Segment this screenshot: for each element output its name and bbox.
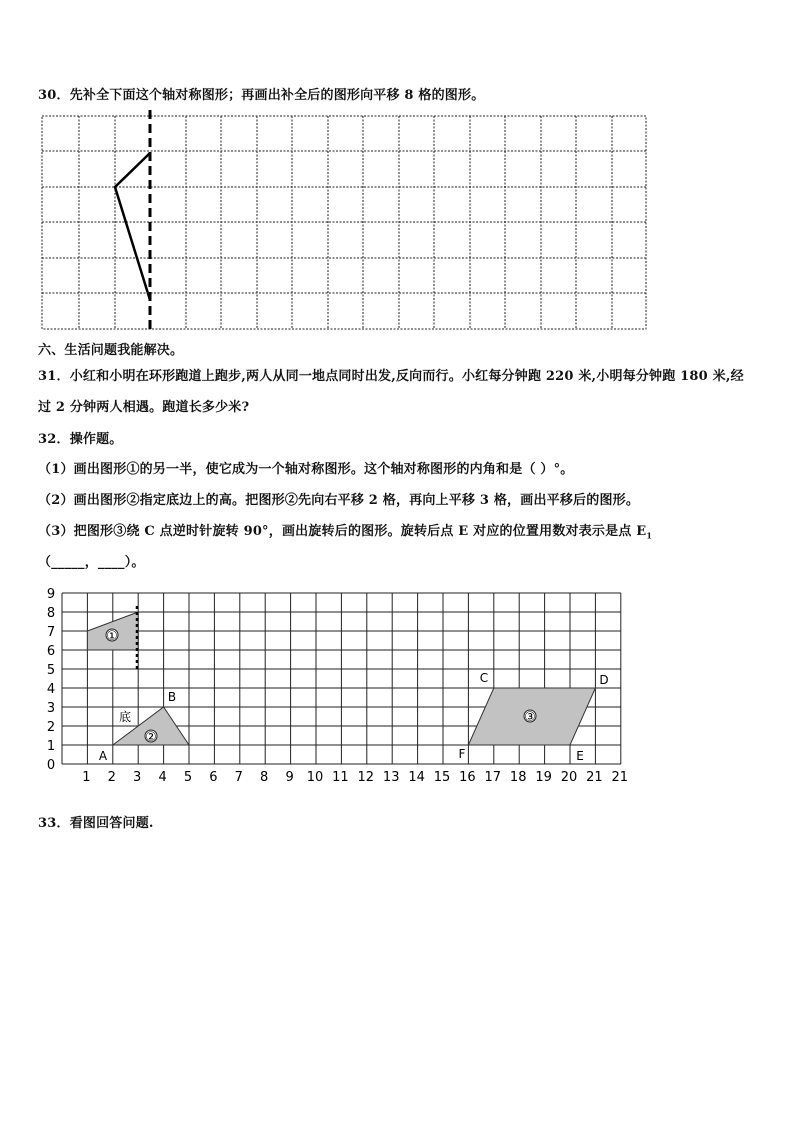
x-tick-label: 16	[459, 770, 476, 785]
shape2-label: ②	[145, 730, 157, 745]
base-label: 底	[118, 710, 132, 724]
y-tick-label: 0	[46, 758, 56, 773]
q32-coordinate-grid	[0, 580, 794, 790]
x-tick-label: 11	[332, 770, 349, 785]
y-tick-label: 6	[46, 644, 56, 659]
q32-p3-sub: 1	[646, 530, 653, 541]
q31-line1: 31．小红和小明在环形跑道上跑步,两人从同一地点同时出发,反向而行。小红每分钟跑 220 米,小明每分钟跑 180 米,经	[38, 369, 744, 384]
x-tick-label: 19	[535, 770, 552, 785]
x-tick-label: 20	[560, 770, 578, 785]
q32-p1: （1）画出图形①的另一半，使它成为一个轴对称图形。这个轴对称图形的内角和是（ ）°。	[38, 462, 574, 477]
x-tick-label: 1	[82, 770, 91, 785]
y-tick-label: 5	[46, 663, 56, 678]
y-tick-label: 7	[46, 625, 56, 640]
point-B: B	[167, 690, 177, 704]
section6-title: 六、生活问题我能解决。	[38, 343, 184, 358]
y-tick-label: 1	[46, 739, 56, 754]
point-C: C	[479, 671, 489, 685]
y-tick-label: 9	[46, 587, 56, 602]
q32-p2: （2）画出图形②指定底边上的高。把图形②先向右平移 2 格，再向上平移 3 格，画出平移后的图形。	[38, 493, 640, 508]
point-A: A	[98, 749, 108, 763]
q32-p3	[38, 520, 652, 541]
q31-line2: 过 2 分钟两人相遇。跑道长多少米?	[38, 400, 250, 415]
x-tick-label: 12	[357, 770, 375, 785]
q30-text: 30．先补全下面这个轴对称图形；再画出补全后的图形向平移 8 格的图形。	[38, 88, 485, 103]
x-tick-label: 7	[234, 770, 243, 785]
x-tick-label: 6	[209, 770, 218, 785]
q32-p3-main: （3）把图形③绕 C 点逆时针旋转 90°，画出旋转后的图形。旋转后点 E 对应的位置用数对表示是点 E	[38, 524, 647, 539]
x-tick-label: 8	[260, 770, 269, 785]
x-tick-label: 21	[586, 770, 603, 785]
x-tick-label: 4	[158, 770, 167, 785]
x-tick-label: 18	[509, 770, 527, 785]
q33-text: 33．看图回答问题.	[38, 816, 154, 831]
point-F: F	[458, 747, 466, 761]
y-axis-labels	[47, 587, 55, 773]
x-tick-label: 21	[611, 770, 629, 785]
x-tick-label: 2	[107, 770, 116, 785]
half-figure	[115, 153, 150, 300]
q30-grid	[42, 116, 646, 329]
x-axis-labels	[82, 770, 628, 785]
x-tick-label: 3	[133, 770, 142, 785]
y-tick-label: 2	[46, 720, 56, 735]
x-tick-label: 10	[306, 770, 324, 785]
x-tick-label: 13	[382, 770, 400, 785]
point-D: D	[599, 673, 609, 687]
x-tick-label: 17	[484, 770, 502, 785]
q32-title: 32．操作题。	[38, 432, 123, 447]
y-tick-label: 4	[46, 682, 56, 697]
x-tick-label: 14	[408, 770, 425, 785]
y-tick-label: 8	[46, 606, 56, 621]
q30-grid-figure	[0, 0, 794, 340]
x-tick-label: 5	[183, 770, 193, 785]
q32-p3-line2: （_____，____）。	[38, 555, 145, 570]
x-tick-label: 15	[433, 770, 451, 785]
point-E: E	[576, 749, 584, 763]
shape3-label: ③	[524, 710, 536, 725]
x-tick-label: 9	[285, 770, 294, 785]
y-tick-label: 3	[46, 701, 56, 716]
shape1-label: ①	[106, 629, 118, 644]
